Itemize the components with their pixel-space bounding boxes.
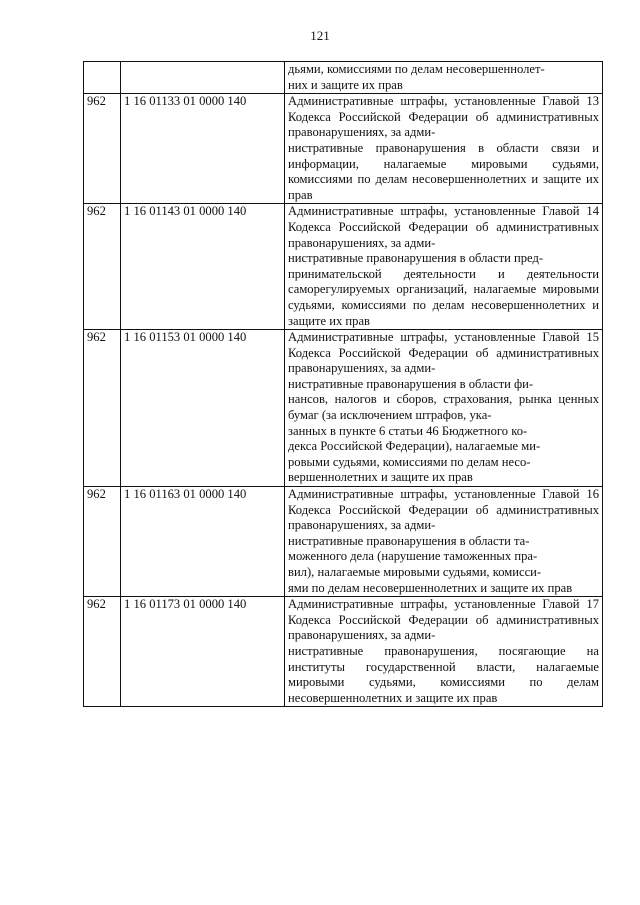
administrator-code-cell: 962 — [84, 330, 121, 487]
administrator-code-cell: 962 — [84, 94, 121, 204]
table-row — [84, 597, 603, 707]
description-cell — [285, 597, 603, 707]
budget-code-cell — [121, 62, 285, 94]
description-cell — [285, 204, 603, 330]
budget-code-cell: 1 16 01163 01 0000 140 — [121, 487, 285, 597]
description-cell — [285, 487, 603, 597]
table-row — [84, 487, 603, 597]
description-text: Административные штрафы, установленные Главой 15 Кодекса Российской Федерации об административных правонарушениях, за адми- нистративные правонарушения в области фи- нансов, налогов и сборов, страхования, рынка ценных бумаг (за исключением штрафов, ука- занных в пункте 6 статьи 46 Бюджетного ко- декса Российской Федерации), налагаемые ми- ровыми судьями, комиссиями по делам несо- вершеннолетних и защите их прав — [288, 330, 599, 485]
budget-code-cell: 1 16 01133 01 0000 140 — [121, 94, 285, 204]
table-row — [84, 204, 603, 330]
budget-code-cell: 1 16 01143 01 0000 140 — [121, 204, 285, 330]
page-number: 121 — [310, 28, 330, 43]
administrator-code-cell — [84, 62, 121, 94]
administrator-code-cell: 962 — [84, 487, 121, 597]
description-text: дьями, комиссиями по делам несовершеннолет- них и защите их прав — [288, 62, 545, 92]
description-cell — [285, 62, 603, 94]
description-text: Административные штрафы, установленные Главой 14 Кодекса Российской Федерации об административных правонарушениях, за адми- нистративные правонарушения в области пред- принимательской деятельности и деятельности саморегулируемых организаций, налагаемые мировыми судьями, комиссиями по делам несовершеннолетних и защите их прав — [288, 204, 599, 328]
budget-classification-table — [83, 61, 603, 707]
table-row — [84, 62, 603, 94]
description-text: Административные штрафы, установленные Главой 17 Кодекса Российской Федерации об административных правонарушениях, за адми- нистративные правонарушения, посягающие на институты государственной власти, налагаемые мировыми судьями, комиссиями по делам несовершеннолетних и защите их прав — [288, 597, 599, 705]
description-text: Административные штрафы, установленные Главой 13 Кодекса Российской Федерации об административных правонарушениях, за адми- нистративные правонарушения в области связи и информации, налагаемые мировыми судьями, комиссиями по делам несовершеннолетних и защите их прав — [288, 94, 599, 202]
table-row — [84, 330, 603, 487]
description-cell — [285, 94, 603, 204]
description-cell — [285, 330, 603, 487]
table-row — [84, 94, 603, 204]
budget-code-cell: 1 16 01153 01 0000 140 — [121, 330, 285, 487]
administrator-code-cell: 962 — [84, 204, 121, 330]
budget-code-cell: 1 16 01173 01 0000 140 — [121, 597, 285, 707]
administrator-code-cell: 962 — [84, 597, 121, 707]
description-text: Административные штрафы, установленные Главой 16 Кодекса Российской Федерации об административных правонарушениях, за адми- нистративные правонарушения в области та- моженного дела (нарушение таможенных пра- вил), налагаемые мировыми судьями, комисси- ями по делам несовершеннолетних и защите их прав — [288, 487, 599, 595]
